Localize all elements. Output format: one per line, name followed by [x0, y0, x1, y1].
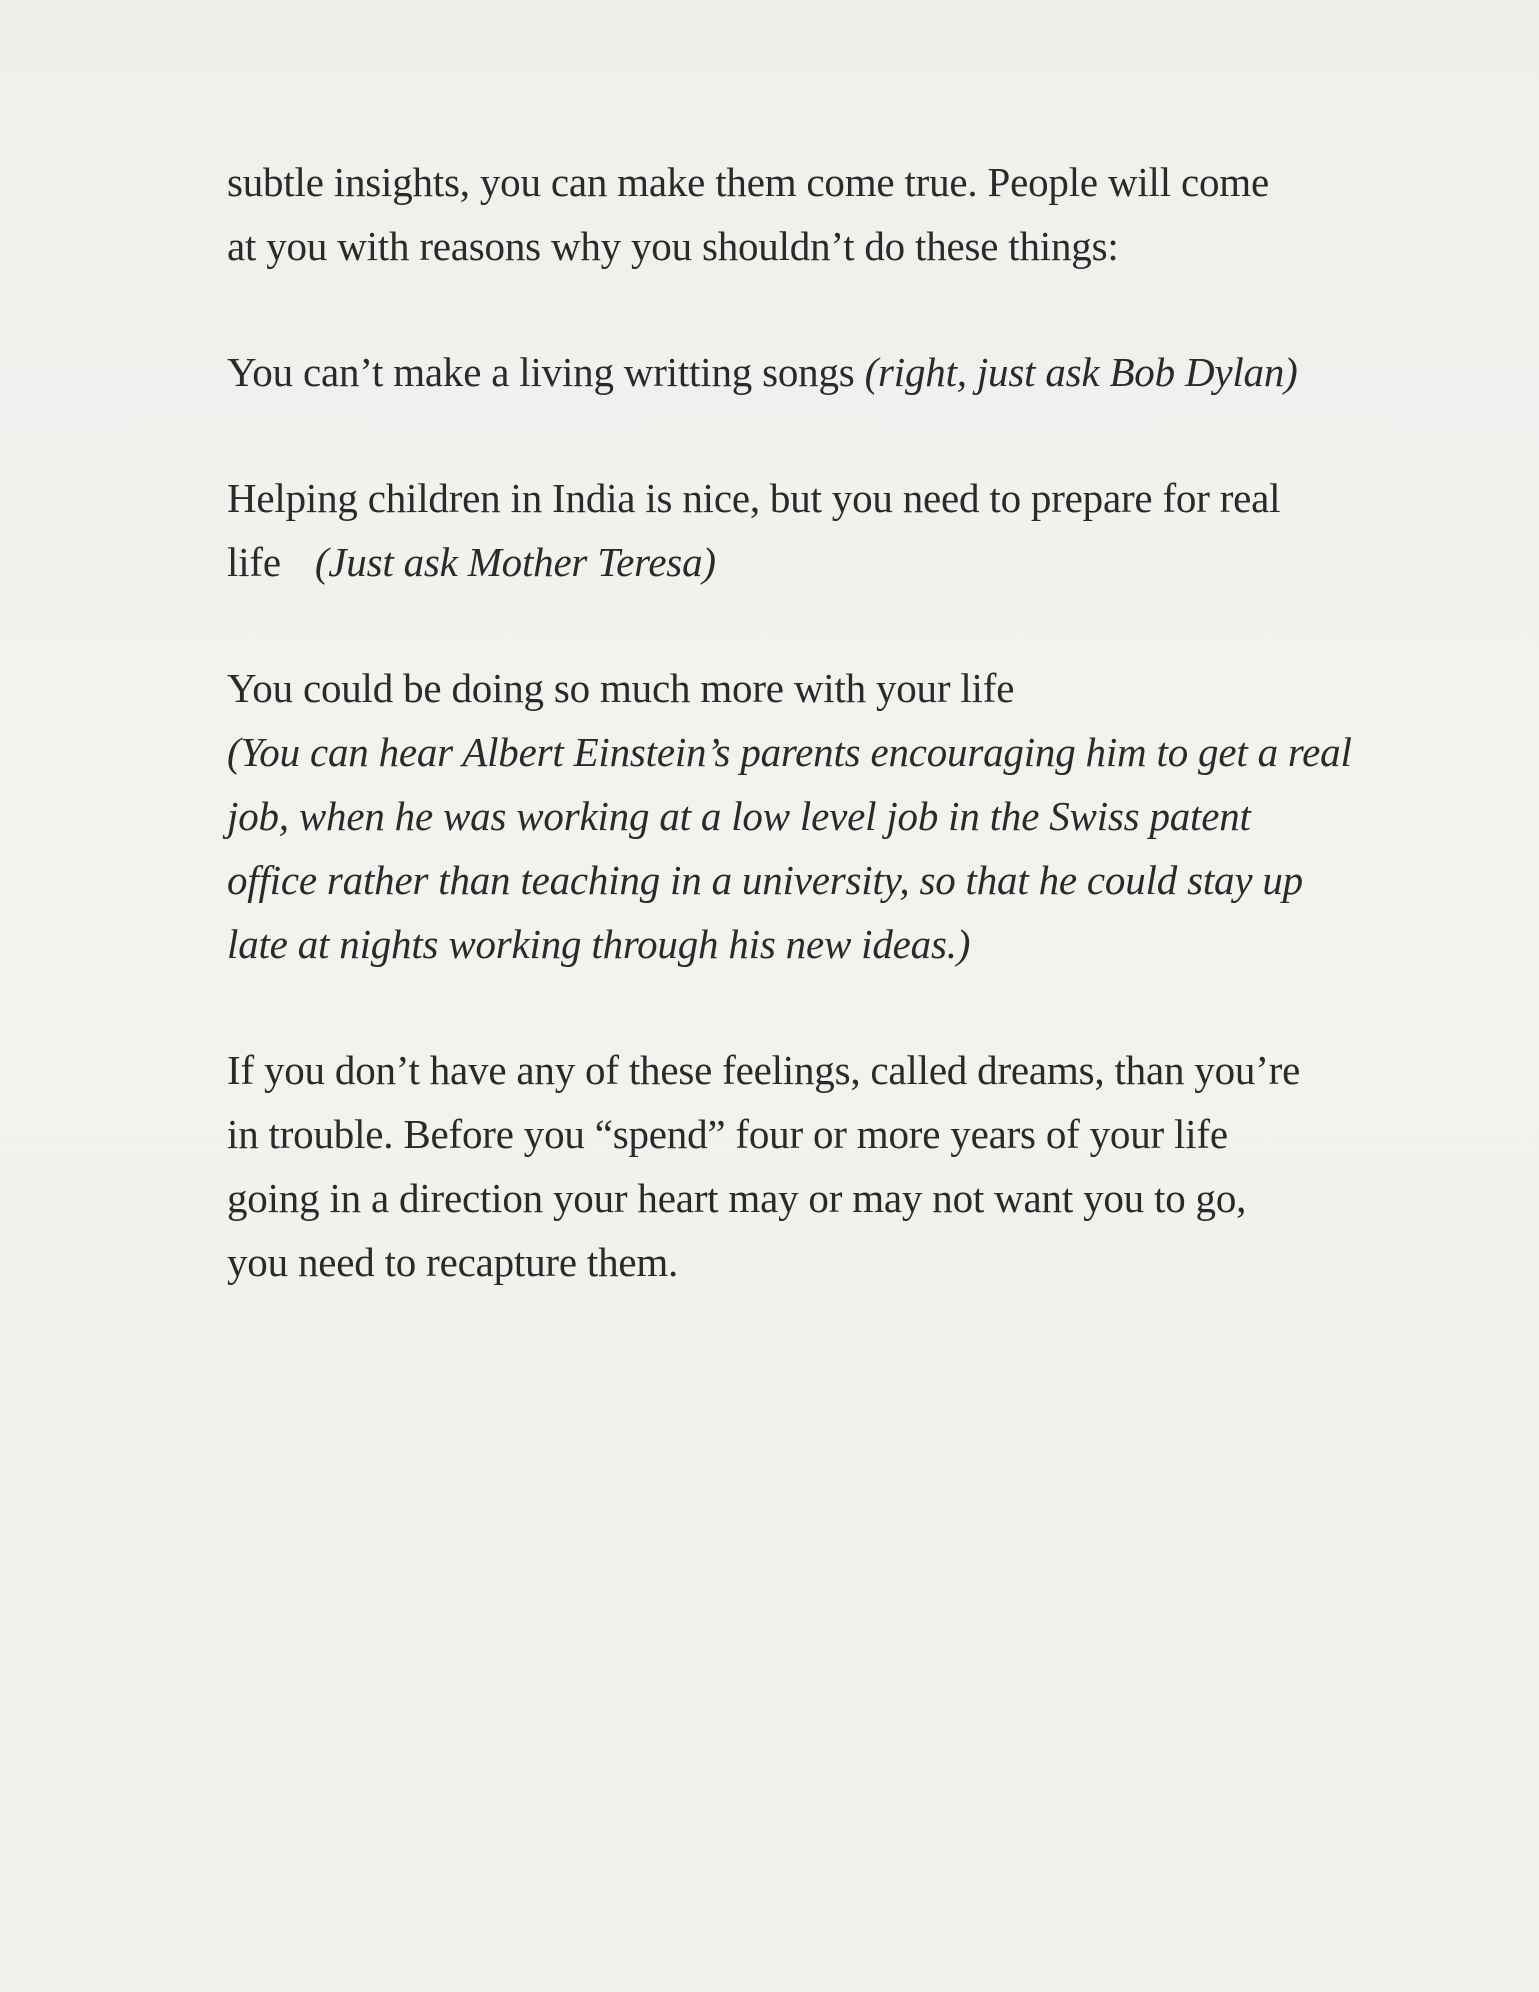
- paragraph-1-line-2: at you with reasons why you shouldn’t do these things:: [227, 223, 1119, 269]
- paragraph-4: [227, 656, 1407, 976]
- paragraph-2: [227, 340, 1407, 404]
- paragraph-3-plain-text: life: [227, 539, 281, 585]
- paragraph-2-plain-text: You can’t make a living writting songs: [227, 349, 865, 395]
- paragraph-5-line-4: you need to recapture them.: [227, 1239, 679, 1285]
- paragraph-4-line-1: You could be doing so much more with your life: [227, 665, 1015, 711]
- paragraph-3: [227, 466, 1407, 594]
- paragraph-3-line-2: [227, 530, 1407, 594]
- paragraph-5-line-1: If you don’t have any of these feelings, called dreams, than you’re: [227, 1047, 1301, 1093]
- paragraph-5-line-3: going in a direction your heart may or may not want you to go,: [227, 1175, 1247, 1221]
- paragraph-3-line-1: Helping children in India is nice, but you need to prepare for real: [227, 475, 1281, 521]
- paragraph-1: [227, 150, 1407, 278]
- paragraph-4-italic-line-2: job, when he was working at a low level job in the Swiss patent: [227, 793, 1251, 839]
- paragraph-5: [227, 1038, 1407, 1294]
- paragraph-2-italic-aside: (right, just ask Bob Dylan): [864, 349, 1298, 395]
- paragraph-1-line-1: subtle insights, you can make them come true. People will come: [227, 159, 1269, 205]
- paragraph-4-italic-line-1: (You can hear Albert Einstein’s parents encouraging him to get a real: [227, 729, 1352, 775]
- body-text: [227, 150, 1407, 1356]
- paragraph-3-italic-aside: (Just ask Mother Teresa): [314, 539, 716, 585]
- paragraph-2-line-1: [227, 340, 1407, 404]
- paragraph-4-italic-line-4: late at nights working through his new ideas.): [227, 921, 971, 967]
- paragraph-4-italic-line-3: office rather than teaching in a university, so that he could stay up: [227, 857, 1303, 903]
- paragraph-5-line-2: in trouble. Before you “spend” four or more years of your life: [227, 1111, 1228, 1157]
